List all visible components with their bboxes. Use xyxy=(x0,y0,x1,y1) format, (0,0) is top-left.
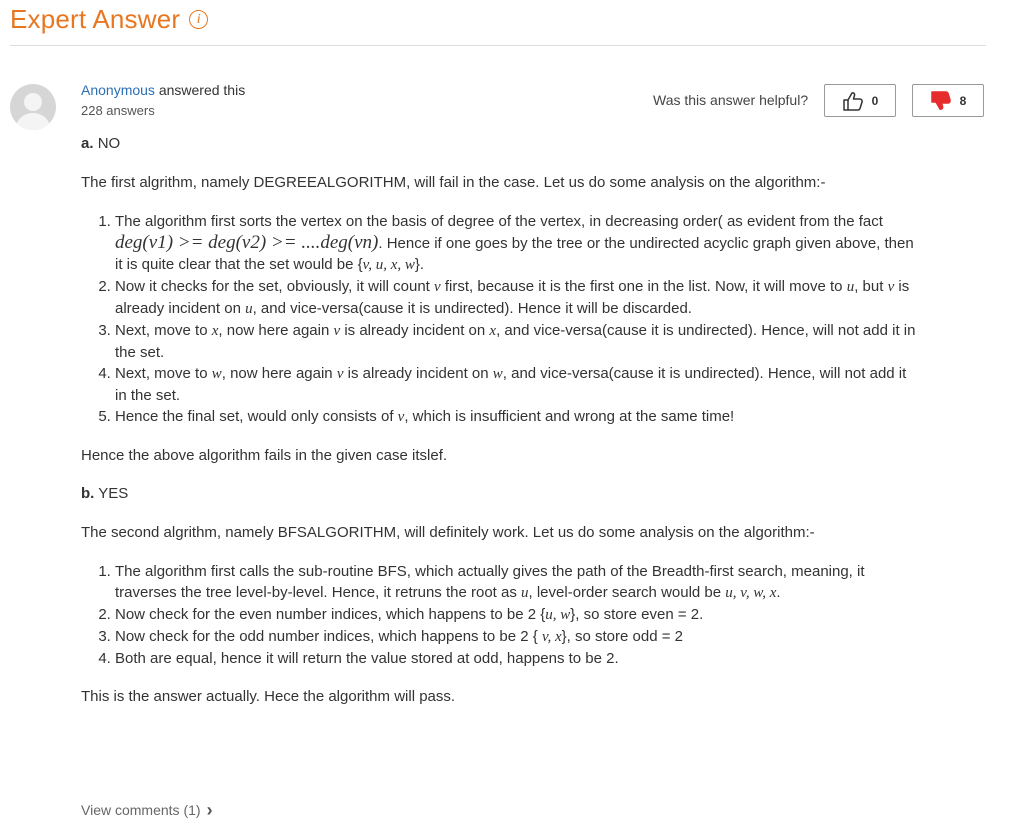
answer-body xyxy=(81,132,921,707)
upvote-count: 0 xyxy=(871,93,879,108)
view-comments-link[interactable] xyxy=(81,802,213,818)
thumbs-up-button[interactable] xyxy=(824,84,896,117)
author-line xyxy=(81,82,245,98)
part-a-intro: The first algrithm, namely DEGREEALGORITHM, will fail in the case. Let us do some analysis on the algorithm:- xyxy=(81,174,826,191)
thumbs-up-icon xyxy=(842,91,864,111)
list-item: 5. Hence the final set, would only consists of v, which is insufficient and wrong at the same time! xyxy=(115,406,921,428)
list-item: 4. Next, move to w, now here again v is already incident on w, and vice-versa(cause it is undirected). Hence, will not add it in the set. xyxy=(115,363,921,406)
part-b-conclusion: This is the answer actually. Hece the algorithm will pass. xyxy=(81,688,456,705)
list-item: 1. The algorithm first sorts the vertex on the basis of degree of the vertex, in decreasing order( as evident from the fact deg(v1) >= deg(v2) >= ....deg(vn). Hence if one goes by the tree or the undirected acyclic graph given above, then it is quite clear that the set would be {v, u, x, w}. xyxy=(115,211,921,276)
info-icon[interactable]: i xyxy=(189,10,208,29)
answer-count: 228 answers xyxy=(81,103,155,118)
part-b-steps xyxy=(81,561,921,669)
header-divider xyxy=(10,45,986,46)
part-a-conclusion: Hence the above algorithm fails in the given case itslef. xyxy=(81,447,448,464)
list-item: 3. Now check for the odd number indices, which happens to be 2 { v, x}, so store odd = 2 xyxy=(115,626,921,648)
part-b-heading: b. YES xyxy=(81,485,129,502)
answer-header xyxy=(10,4,208,35)
answered-text: answered this xyxy=(158,82,246,98)
list-item: 2. Now it checks for the set, obviously, it will count v first, because it is the first one in the list. Now, it will move to u, but v is already incident on u, and vice-versa(cause it is undirected). Hence it will be discarded. xyxy=(115,276,921,320)
avatar xyxy=(10,84,56,130)
helpful-question: Was this answer helpful? xyxy=(653,92,809,108)
chevron-right-icon: › xyxy=(206,800,213,820)
downvote-count: 8 xyxy=(959,93,967,108)
thumbs-down-icon xyxy=(930,91,952,111)
page-title: Expert Answer xyxy=(10,4,181,34)
part-b-intro: The second algrithm, namely BFSALGORITHM, will definitely work. Let us do some analysis on the algorithm:- xyxy=(81,524,815,541)
list-item: 3. Next, move to x, now here again v is already incident on x, and vice-versa(cause it is undirected). Hence, will not add it in the set. xyxy=(115,320,921,363)
list-item: 2. Now check for the even number indices, which happens to be 2 {u, w}, so store even = 2. xyxy=(115,604,921,626)
author-link[interactable]: Anonymous xyxy=(81,82,155,98)
part-a-steps xyxy=(81,211,921,428)
part-a-heading: a. NO xyxy=(81,135,121,152)
thumbs-down-button[interactable] xyxy=(912,84,984,117)
list-item: 4. Both are equal, hence it will return the value stored at odd, happens to be 2. xyxy=(115,648,921,669)
list-item: 1. The algorithm first calls the sub-routine BFS, which actually gives the path of the Breadth-first search, meaning, it traverses the tree level-by-level. Hence, it retruns the root as u, level-order search would be u, v, w, x. xyxy=(115,561,921,604)
comments-label: View comments (1) xyxy=(81,802,201,818)
